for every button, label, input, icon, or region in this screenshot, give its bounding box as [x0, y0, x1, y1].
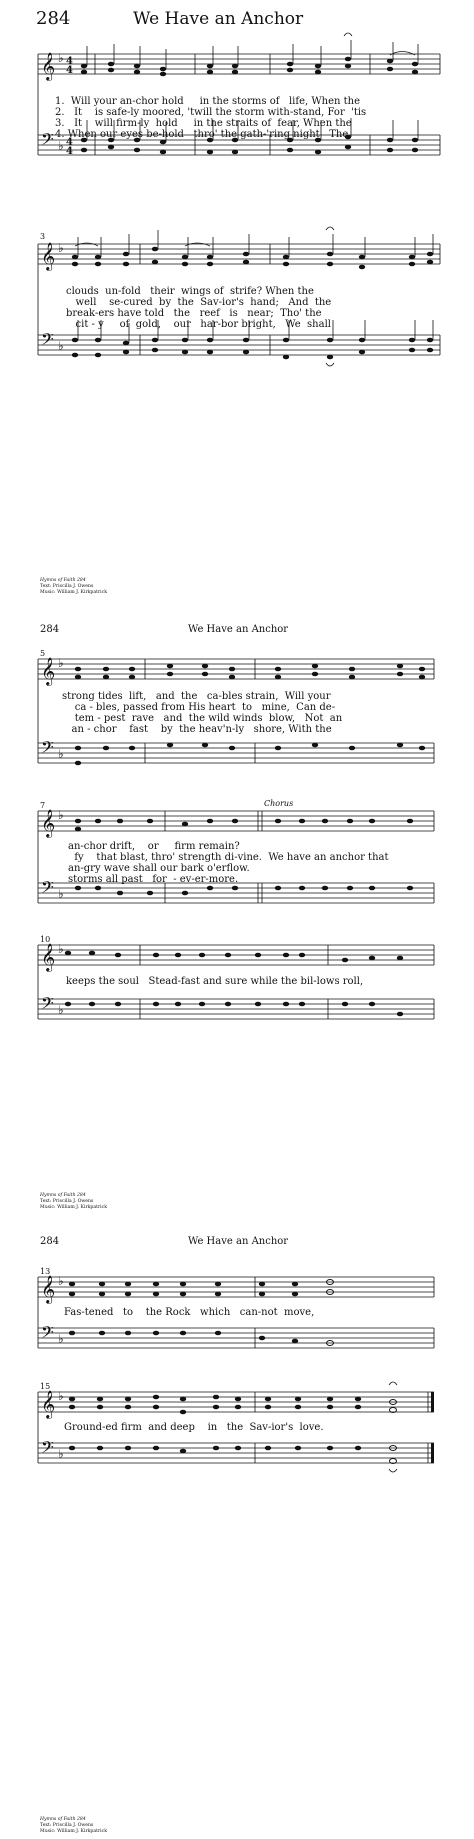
page-2: [0, 615, 474, 1227]
treble-clef-icon: 𝄞: [41, 657, 56, 685]
flat-icon: ♭: [58, 339, 64, 353]
measure-number: 5: [40, 649, 46, 658]
flat-icon: ♭: [58, 51, 64, 65]
credit-text: Text: Priscilla J. Owens: [40, 1823, 94, 1828]
treble-staff-system-2: [38, 244, 440, 264]
hymn-title: We Have an Anchor: [133, 9, 304, 29]
treble-staff-system-1: [38, 54, 440, 74]
bass-clef-icon: 𝄢: [41, 993, 54, 1017]
flat-icon: ♭: [58, 1389, 64, 1403]
credit-music: Music: William J. Kirkpatrick: [40, 590, 107, 595]
credit-source: Hymns of Faith 284: [40, 1817, 86, 1822]
treble-clef-icon: 𝄞: [41, 1390, 56, 1418]
measure-number: 13: [40, 1267, 51, 1276]
slur-icon: [390, 52, 415, 56]
bass-clef-icon: 𝄢: [41, 737, 54, 761]
credits: [40, 1817, 107, 1835]
credits: [40, 578, 107, 596]
lyric-line: an - chor fast by the heav'n-ly shore, With the: [62, 724, 332, 735]
lyric-line: strong tides lift, and the ca-bles strain, Will your: [62, 691, 331, 702]
fermata-icon: [389, 1469, 397, 1472]
slur-icon: [75, 243, 98, 246]
measure-number: 10: [40, 935, 51, 944]
flat-icon: ♭: [58, 887, 64, 901]
bass-clef-icon: 𝄢: [41, 1437, 54, 1461]
chorus-label: Chorus: [264, 799, 294, 808]
lyric-line: storms all past for - ev-er-more.: [68, 874, 239, 885]
time-signature: 4: [66, 146, 73, 157]
final-barline: [431, 1443, 434, 1463]
credit-source: Hymns of Faith 284: [40, 1193, 86, 1198]
page-1: [0, 0, 474, 615]
measure-number: 7: [40, 801, 46, 810]
measure-number: 15: [40, 1382, 51, 1391]
lyric-line: 3. It will firm-ly hold in the straits of fear, When the: [55, 118, 352, 129]
score-page-3: [0, 1227, 474, 1839]
treble-clef-icon: 𝄞: [41, 943, 56, 971]
bass-clef-icon: 𝄢: [41, 877, 54, 901]
fermata-icon: [389, 1382, 397, 1385]
lyric-line: fy that blast, thro' strength di-vine. We have an anchor that: [68, 852, 389, 863]
time-signature: 4: [66, 56, 73, 67]
slur-icon: [185, 243, 210, 246]
final-barline: [431, 1392, 434, 1412]
treble-clef-icon: 𝄞: [41, 242, 56, 270]
credit-music: Music: William J. Kirkpatrick: [40, 1829, 107, 1834]
flat-icon: ♭: [58, 808, 64, 822]
lyric-line: an-chor drift, or firm remain?: [68, 841, 240, 852]
hymn-title: We Have an Anchor: [188, 1236, 289, 1247]
lyric-line: tem - pest rave and the wild winds blow, Not an: [62, 713, 343, 724]
hymn-number: 284: [40, 1236, 60, 1247]
fermata-icon: [326, 363, 334, 366]
credit-text: Text: Priscilla J. Owens: [40, 1199, 94, 1204]
treble-clef-icon: 𝄞: [41, 52, 56, 80]
fermata-icon: [344, 33, 352, 36]
flat-icon: ♭: [58, 1447, 64, 1461]
treble-clef-icon: 𝄞: [41, 809, 56, 837]
lyric-line: an-gry wave shall our bark o'erflow.: [68, 863, 250, 874]
flat-icon: ♭: [58, 747, 64, 761]
flat-icon: ♭: [58, 1274, 64, 1288]
lyric-line: 4. When our eyes be-hold thro' the gath-'ring night The: [55, 129, 349, 140]
page-3: [0, 1227, 474, 1839]
lyric-line: Fas-tened to the Rock which can-not move,: [64, 1307, 315, 1318]
hymn-title: We Have an Anchor: [188, 624, 289, 635]
time-signature: 4: [66, 65, 73, 76]
bass-clef-icon: 𝄢: [41, 1322, 54, 1346]
lyric-line: 1. Will your an-chor hold in the storms of life, When the: [55, 96, 360, 107]
bass-clef-icon: 𝄢: [41, 329, 54, 353]
lyric-line: clouds un-fold their wings of strife? When the: [66, 286, 314, 297]
treble-clef-icon: 𝄞: [41, 1275, 56, 1303]
bass-clef-icon: 𝄢: [41, 129, 54, 153]
credits: [40, 1193, 107, 1211]
lyric-line: Ground-ed firm and deep in the Sav-ior's love.: [64, 1422, 324, 1433]
flat-icon: ♭: [58, 241, 64, 255]
fermata-icon: [326, 227, 334, 230]
time-signature: 4: [66, 137, 73, 148]
lyric-line: break-ers have told the reef is near; Tho' the: [66, 308, 322, 319]
credit-source: Hymns of Faith 284: [40, 578, 86, 583]
flat-icon: ♭: [58, 1332, 64, 1346]
credit-music: Music: William J. Kirkpatrick: [40, 1205, 107, 1210]
lyric-line: keeps the soul Stead-fast and sure while the bil-lows roll,: [66, 976, 364, 987]
hymn-number: 284: [36, 8, 71, 29]
lyric-line: cit - y of gold, our har-bor bright, We shall: [66, 319, 331, 330]
lyric-line: ca - bles, passed from His heart to mine, Can de-: [62, 702, 336, 713]
flat-icon: ♭: [58, 1003, 64, 1017]
flat-icon: ♭: [58, 942, 64, 956]
measure-number: 3: [40, 232, 46, 241]
flat-icon: ♭: [58, 656, 64, 670]
hymn-number: 284: [40, 624, 60, 635]
credit-text: Text: Priscilla J. Owens: [40, 584, 94, 589]
flat-icon: ♭: [58, 139, 64, 153]
lyric-line: 2. It is safe-ly moored, 'twill the storm with-stand, For 'tis: [55, 107, 367, 118]
lyric-line: well se-cured by the Sav-ior's hand; And the: [66, 297, 332, 308]
